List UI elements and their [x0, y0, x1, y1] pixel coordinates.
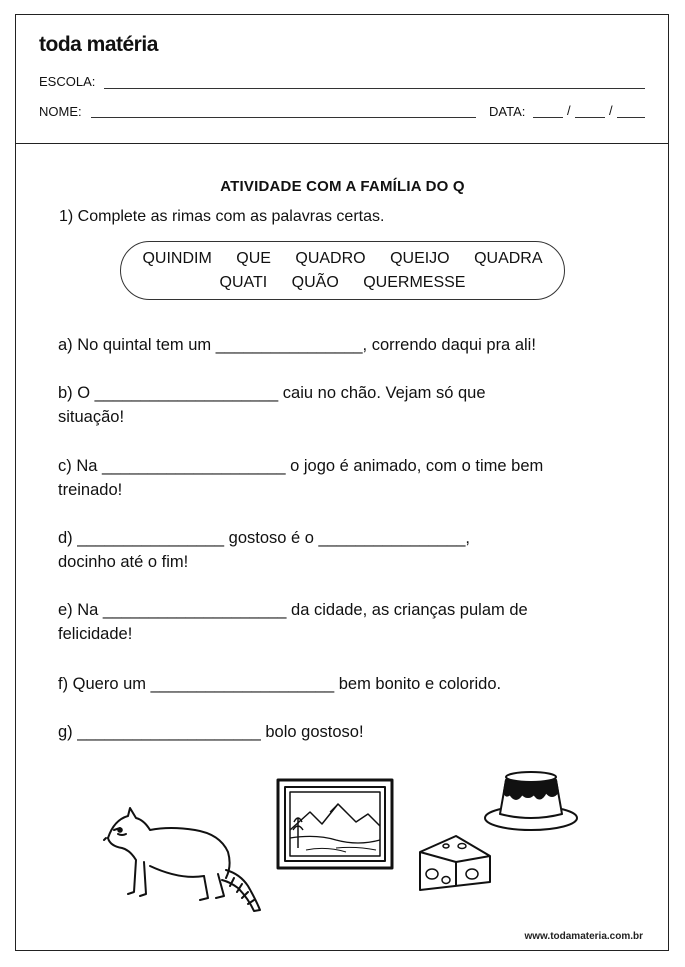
word-bank-item: QUADRO	[295, 250, 366, 267]
name-label: NOME:	[39, 104, 82, 119]
date-day-field[interactable]	[533, 117, 563, 118]
school-field[interactable]	[104, 88, 645, 89]
date-label: DATA:	[489, 104, 526, 119]
word-bank-item: QUADRA	[474, 250, 543, 267]
question-f[interactable]	[58, 672, 648, 696]
question-text: c) Na ____________________ o jogo é animado, com o time bem	[58, 457, 544, 475]
word-bank-row	[121, 250, 564, 268]
question-g[interactable]	[58, 720, 648, 744]
date-month-field[interactable]	[575, 117, 605, 118]
question-text-continued: docinho até o fim!	[58, 553, 189, 571]
word-bank-item: QUERMESSE	[363, 274, 466, 291]
cheese-icon	[416, 832, 494, 894]
framed-painting-icon	[276, 778, 394, 870]
question-e[interactable]	[58, 598, 648, 646]
word-bank-item: QUINDIM	[142, 250, 212, 267]
question-d[interactable]	[58, 526, 648, 574]
question-a[interactable]	[58, 333, 648, 357]
question-text-continued: situação!	[58, 408, 125, 426]
question-text: e) Na ____________________ da cidade, as crianças pulam de	[58, 601, 528, 619]
word-bank-item: QUE	[236, 250, 271, 267]
pudding-icon	[482, 766, 580, 834]
footer-url: www.todamateria.com.br	[524, 931, 643, 942]
coati-icon	[100, 800, 275, 915]
date-year-field[interactable]	[617, 117, 645, 118]
instruction: 1) Complete as rimas com as palavras certas.	[59, 208, 385, 225]
word-bank-item: QUEIJO	[390, 250, 450, 267]
question-text: b) O ____________________ caiu no chão. Vejam só que	[58, 384, 486, 402]
date-separator: /	[567, 103, 571, 118]
word-bank	[120, 241, 565, 300]
question-text: f) Quero um ____________________ bem bonito e colorido.	[58, 675, 502, 693]
page-title: ATIVIDADE COM A FAMÍLIA DO Q	[220, 178, 465, 195]
name-field[interactable]	[91, 117, 476, 118]
word-bank-item: QUÃO	[291, 274, 339, 291]
question-c[interactable]	[58, 454, 648, 502]
question-text: d) ________________ gostoso é o ________________,	[58, 529, 470, 547]
date-separator: /	[609, 103, 613, 118]
question-text: g) ____________________ bolo gostoso!	[58, 723, 364, 741]
question-text: a) No quintal tem um ________________, correndo daqui pra ali!	[58, 336, 536, 354]
question-b[interactable]	[58, 381, 648, 429]
question-text-continued: treinado!	[58, 481, 123, 499]
word-bank-row	[121, 274, 564, 292]
school-label: ESCOLA:	[39, 74, 96, 89]
header-divider	[15, 143, 669, 144]
brand-logo: toda matéria	[39, 33, 158, 56]
question-text-continued: felicidade!	[58, 625, 133, 643]
word-bank-item: QUATI	[219, 274, 268, 291]
